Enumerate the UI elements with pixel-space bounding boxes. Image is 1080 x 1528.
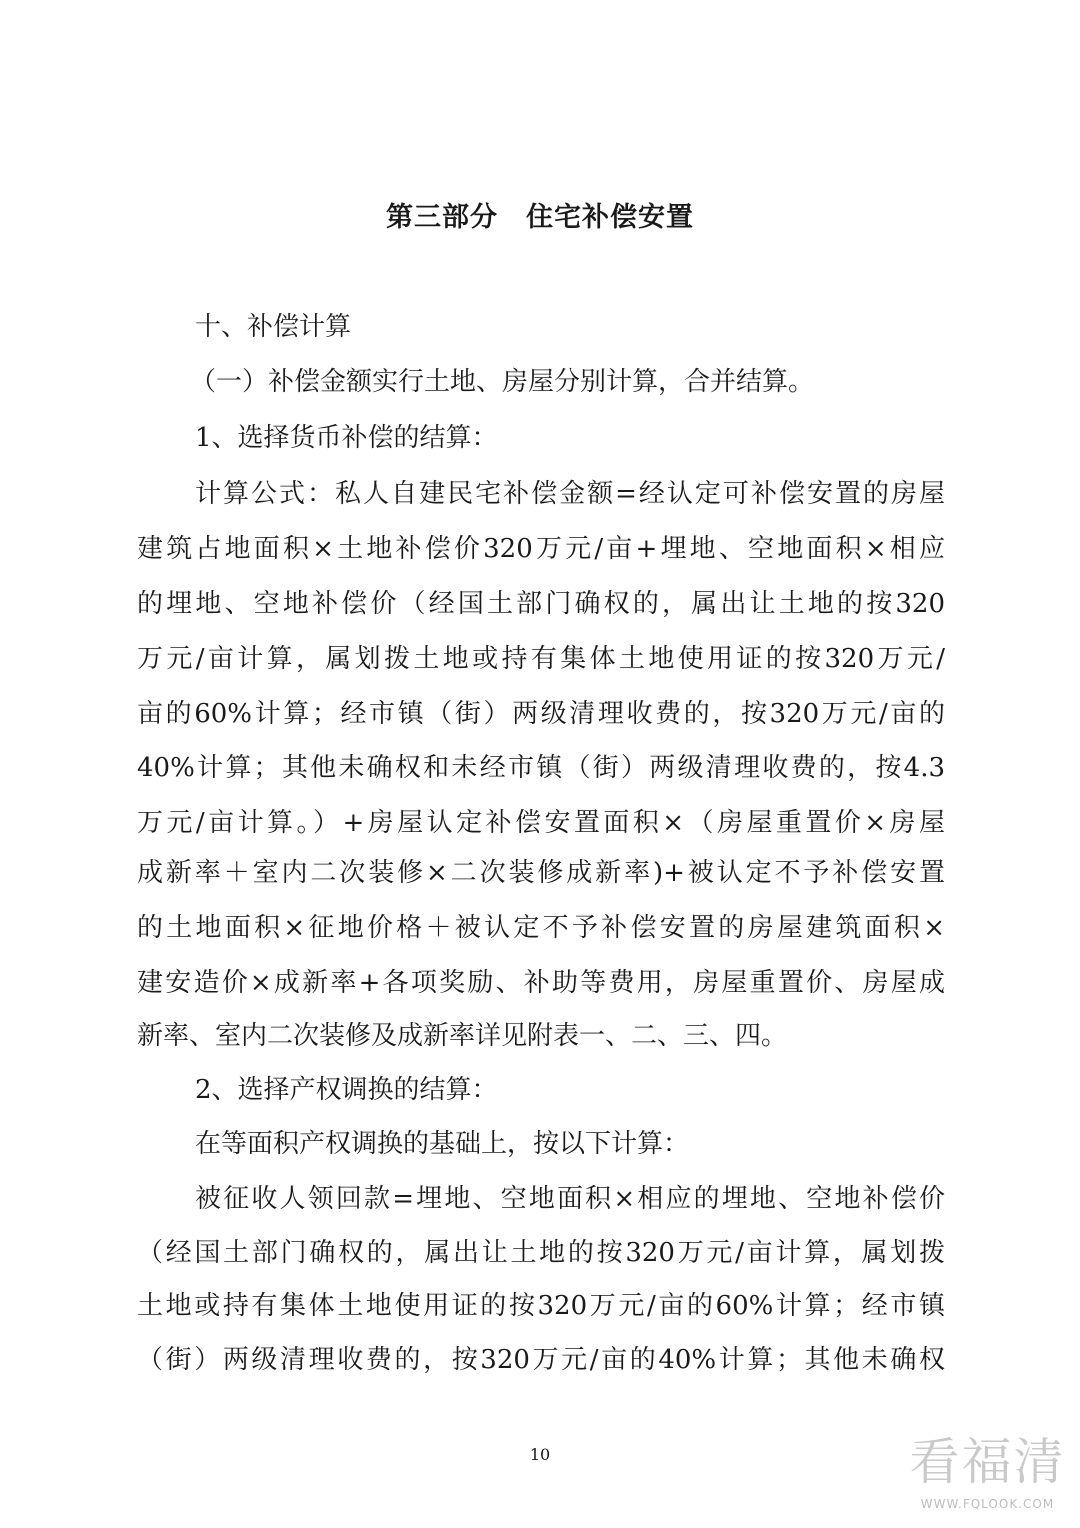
paragraph-line: 被征收人领回款=埋地、空地面积×相应的埋地、空地补偿价: [195, 1184, 945, 1214]
paragraph-line: 土地或持有集体土地使用证的按320万元/亩的60%计算；经市镇: [137, 1291, 945, 1321]
paragraph-line: 新率、室内二次装修及成新率详见附表一、二、三、四。: [137, 1021, 788, 1051]
paragraph-line: 建安造价×成新率+各项奖励、补助等费用，房屋重置价、房屋成: [137, 968, 945, 998]
subheading-property-exchange: 2、选择产权调换的结算：: [195, 1075, 498, 1105]
paragraph-line: 计算公式：私人自建民宅补偿金额=经认定可补偿安置的房屋: [195, 479, 945, 509]
section-title: 第三部分 住宅补偿安置: [386, 202, 694, 233]
paragraph-line: 成新率＋室内二次装修×二次装修成新率)+被认定不予补偿安置: [137, 858, 945, 888]
paragraph-line: （街）两级清理收费的，按320万元/亩的40%计算；其他未确权: [137, 1345, 945, 1375]
paragraph-line: 亩的60%计算；经市镇（街）两级清理收费的，按320万元/亩的: [137, 699, 945, 729]
watermark-url: WWW.FQLOOK.COM: [920, 1497, 1055, 1511]
paragraph-line: 的埋地、空地补偿价（经国土部门确权的，属出让土地的按320: [137, 589, 945, 619]
paragraph-line: 的土地面积×征地价格＋被认定不予补偿安置的房屋建筑面积×: [137, 913, 945, 943]
paragraph-line: 建筑占地面积×土地补偿价320万元/亩+埋地、空地面积×相应: [137, 534, 945, 564]
paragraph-line: 万元/亩计算，属划拨土地或持有集体土地使用证的按320万元/: [137, 644, 945, 674]
paragraph-line: 在等面积产权调换的基础上，按以下计算：: [195, 1129, 690, 1159]
subheading-monetary: 1、选择货币补偿的结算：: [195, 423, 498, 453]
paragraph-line: （一）补偿金额实行土地、房屋分别计算，合并结算。: [190, 367, 815, 397]
paragraph-line: 40%计算；其他未确权和未经市镇（街）两级清理收费的，按4.3: [137, 753, 945, 783]
paragraph-line: （经国土部门确权的，属出让土地的按320万元/亩计算，属划拨: [137, 1238, 945, 1268]
heading-compensation-calc: 十、补偿计算: [195, 312, 352, 342]
page-number: 10: [529, 1445, 551, 1464]
paragraph-line: 万元/亩计算。）+房屋认定补偿安置面积×（房屋重置价×房屋: [137, 808, 945, 838]
watermark-logo: 看福清: [909, 1433, 1066, 1491]
